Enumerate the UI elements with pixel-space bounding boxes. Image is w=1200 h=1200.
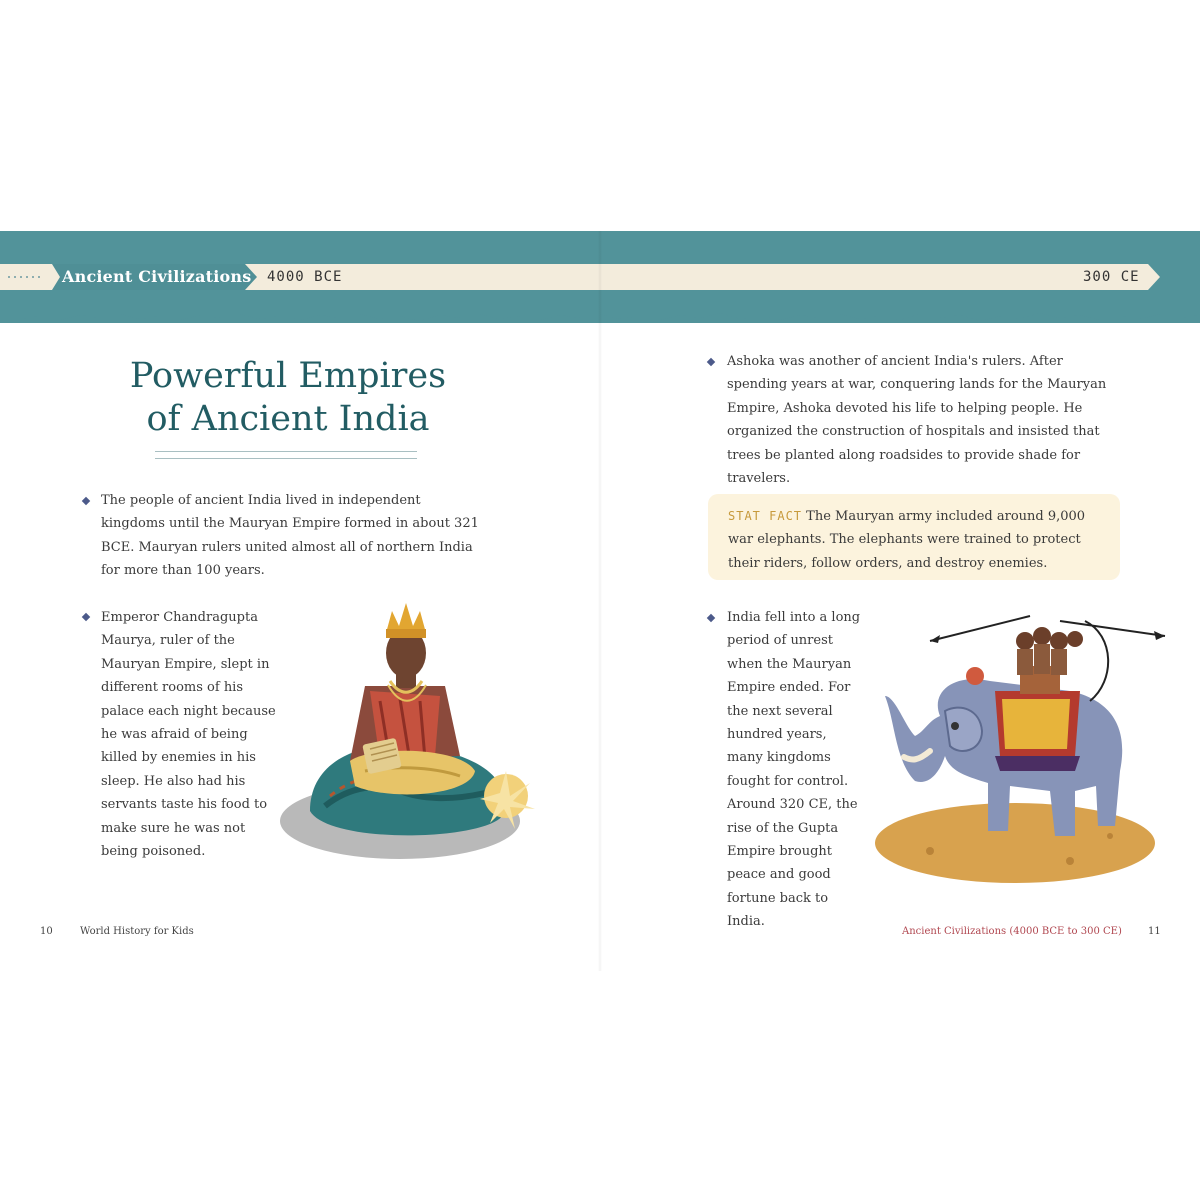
page-number-left: 10 <box>40 926 53 937</box>
book-spread <box>0 231 1200 971</box>
diamond-bullet-icon <box>82 613 90 621</box>
stat-fact-content <box>728 505 1108 575</box>
running-title-left: World History for Kids <box>80 926 194 937</box>
war-elephant-illustration <box>870 611 1170 901</box>
diamond-bullet-icon <box>707 358 715 366</box>
diamond-bullet-icon <box>707 614 715 622</box>
paragraph-chandragupta: Emperor Chandragupta Maurya, ruler of the Mauryan Empire, slept in different rooms of his palace each night because he was afraid of being killed by enemies in his sleep. He also had his servants taste his food to make sure he was not being poisoned. <box>101 610 276 860</box>
stat-fact-text: The Mauryan army included around 9,000 war elephants. The elephants were trained to protect their riders, follow orders, and destroy enemies. <box>728 509 1086 571</box>
page-number-right: 11 <box>1148 926 1161 937</box>
diamond-bullet-icon <box>82 497 90 505</box>
section-title: Ancient Civilizations <box>62 267 252 286</box>
timeline-end-year: 300 CE <box>1083 269 1140 285</box>
title-line-1: Powerful Empires <box>129 356 447 396</box>
paragraph-gupta-empire: India fell into a long period of unrest when the Mauryan Empire ended. For the next several hundred years, many kingdoms fought for control. Around 320 CE, the rise of the Gupta Empire brought peace and good fortune back to India. <box>727 610 861 930</box>
stat-fact-label: STAT FACT <box>728 509 803 523</box>
stat-fact-box <box>708 494 1120 580</box>
page-title <box>100 355 476 441</box>
title-rule <box>155 451 417 459</box>
running-title-right: Ancient Civilizations (4000 BCE to 300 CE) <box>902 926 1122 937</box>
page-gutter <box>598 231 602 971</box>
paragraph-mauryan-empire: The people of ancient India lived in independent kingdoms until the Mauryan Empire formed in about 321 BCE. Mauryan rulers united almost all of northern India for more than 100 years. <box>101 493 479 579</box>
timeline-start-year: 4000 BCE <box>267 269 343 285</box>
emperor-chandragupta-illustration <box>270 571 560 891</box>
paragraph-ashoka: Ashoka was another of ancient India's rulers. After spending years at war, conquering lands for the Mauryan Empire, Ashoka devoted his life to helping people. He organized the construction of hospitals and insisted that trees be planted along roadsides to provide shade for travelers. <box>727 354 1107 487</box>
title-line-2: of Ancient India <box>146 399 430 439</box>
